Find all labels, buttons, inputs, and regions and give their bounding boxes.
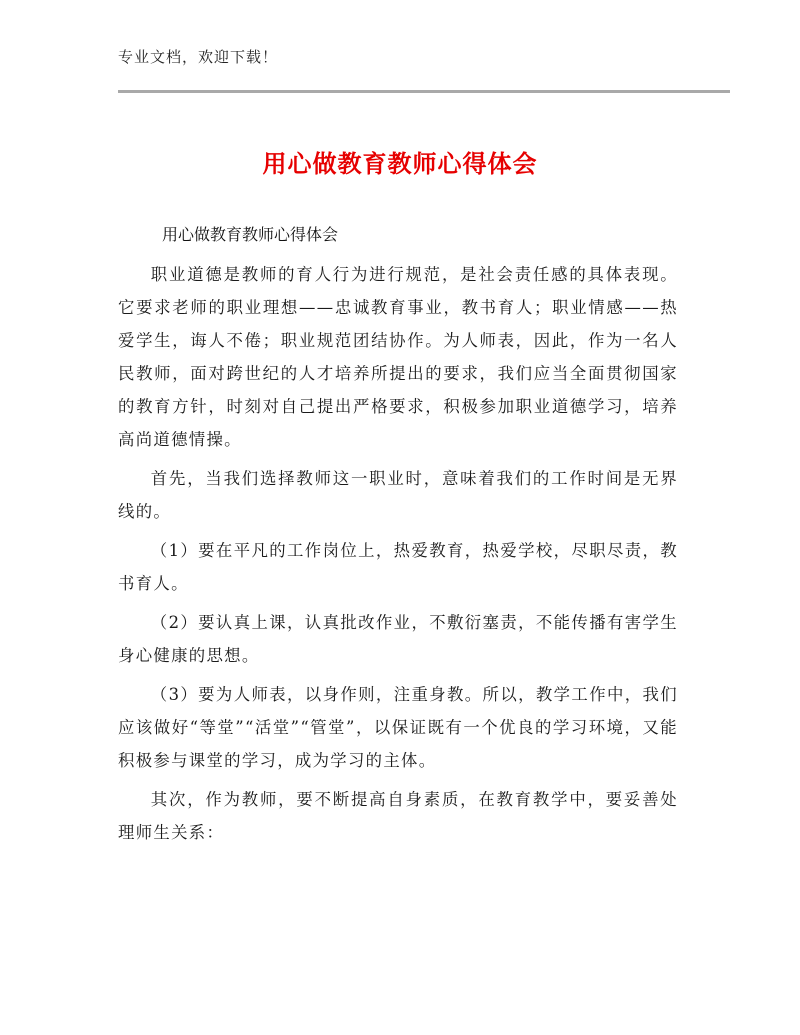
paragraph: 职业道德是教师的育人行为进行规范，是社会责任感的具体表现。它要求老师的职业理想——忠诚教育事业，教书育人；职业情感——热爱学生，诲人不倦；职业规范团结协作。为人师表，因此，作为一名人民教师，面对跨世纪的人才培养所提出的要求，我们应当全面贯彻国家的教育方针，时刻对自己提出严格要求，积极参加职业道德学习，培养高尚道德情操。 xyxy=(118,265,678,449)
document-subtitle: 用心做教育教师心得体会 xyxy=(162,225,339,244)
document-title: 用心做教育教师心得体会 xyxy=(262,150,538,178)
header-divider xyxy=(118,90,730,93)
paragraph: （1）要在平凡的工作岗位上，热爱教育，热爱学校，尽职尽责，教书育人。 xyxy=(118,541,678,593)
paragraph: 其次，作为教师，要不断提高自身素质，在教育教学中，要妥善处理师生关系： xyxy=(118,790,678,842)
paragraph: （3）要为人师表，以身作则，注重身教。所以，教学工作中，我们应该做好“等堂”“活堂”“管堂”，以保证既有一个优良的学习环境，又能积极参与课堂的学习，成为学习的主体。 xyxy=(118,685,678,770)
paragraph: （2）要认真上课，认真批改作业，不敷衍塞责，不能传播有害学生身心健康的思想。 xyxy=(118,613,678,665)
header-text: 专业文档，欢迎下载！ xyxy=(118,48,279,66)
document-body xyxy=(118,258,678,849)
paragraph: 首先，当我们选择教师这一职业时，意味着我们的工作时间是无界线的。 xyxy=(118,469,678,521)
